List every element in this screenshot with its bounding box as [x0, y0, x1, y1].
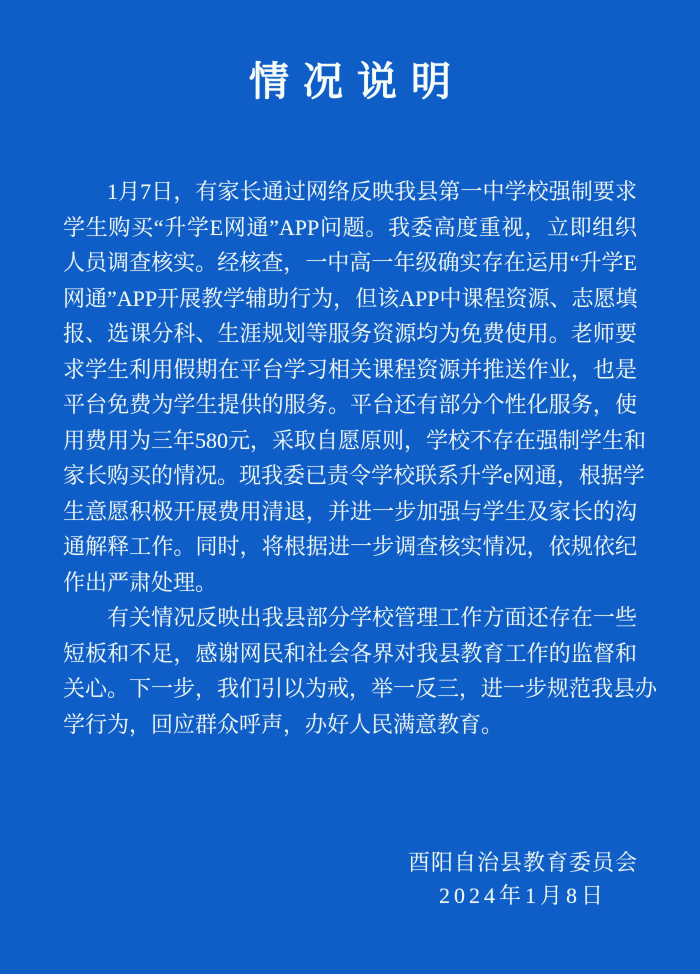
body-line: 通解释工作。同时，将根据进一步调查核实情况，依规依纪: [63, 534, 637, 559]
body-line: 生意愿积极开展费用清退，并进一步加强与学生及家长的沟: [63, 498, 637, 524]
body-line: 网通”APP开展教学辅助行为，但该APP中课程资源、志愿填: [63, 285, 638, 311]
body-line: 学生购买“升学E网通”APP问题。我委高度重视，立即组织: [63, 214, 637, 240]
body-line: 学行为，回应群众呼声，办好人民满意教育。: [63, 711, 504, 737]
body-line: 短板和不足，感谢网民和社会各界对我县教育工作的监督和: [63, 640, 637, 666]
body-line: 求学生利用假期在平台学习相关课程资源并推送作业，也是: [63, 356, 637, 382]
signature-block: [408, 846, 638, 912]
statement-body: [63, 174, 658, 742]
body-line: 人员调查核实。经核查，一中高一年级确实存在运用“升学E: [63, 250, 637, 275]
issue-date: 2024年1月8日: [438, 883, 607, 908]
body-line: 作出严肃处理。: [63, 569, 218, 595]
issuer-signature: 酉阳自治县教育委员会: [407, 850, 638, 875]
body-line: 1月7日，有家长通过网络反映我县第一中学校强制要求: [107, 179, 637, 204]
body-line: 平台免费为学生提供的服务。平台还有部分个性化服务，使: [63, 392, 637, 417]
page-title: 情况说明: [249, 59, 465, 104]
body-line: 报、选课分科、生涯规划等服务资源均为免费使用。老师要: [63, 321, 637, 346]
body-line: 用费用为三年580元，采取自愿原则，学校不存在强制学生和: [63, 427, 647, 453]
body-line: 关心。下一步，我们引以为戒，举一反三，进一步规范我县办: [63, 676, 658, 701]
body-line: 家长购买的情况。现我委已责令学校联系升学e网通，根据学: [63, 463, 645, 488]
body-line: 有关情况反映出我县部分学校管理工作方面还存在一些: [107, 605, 637, 630]
